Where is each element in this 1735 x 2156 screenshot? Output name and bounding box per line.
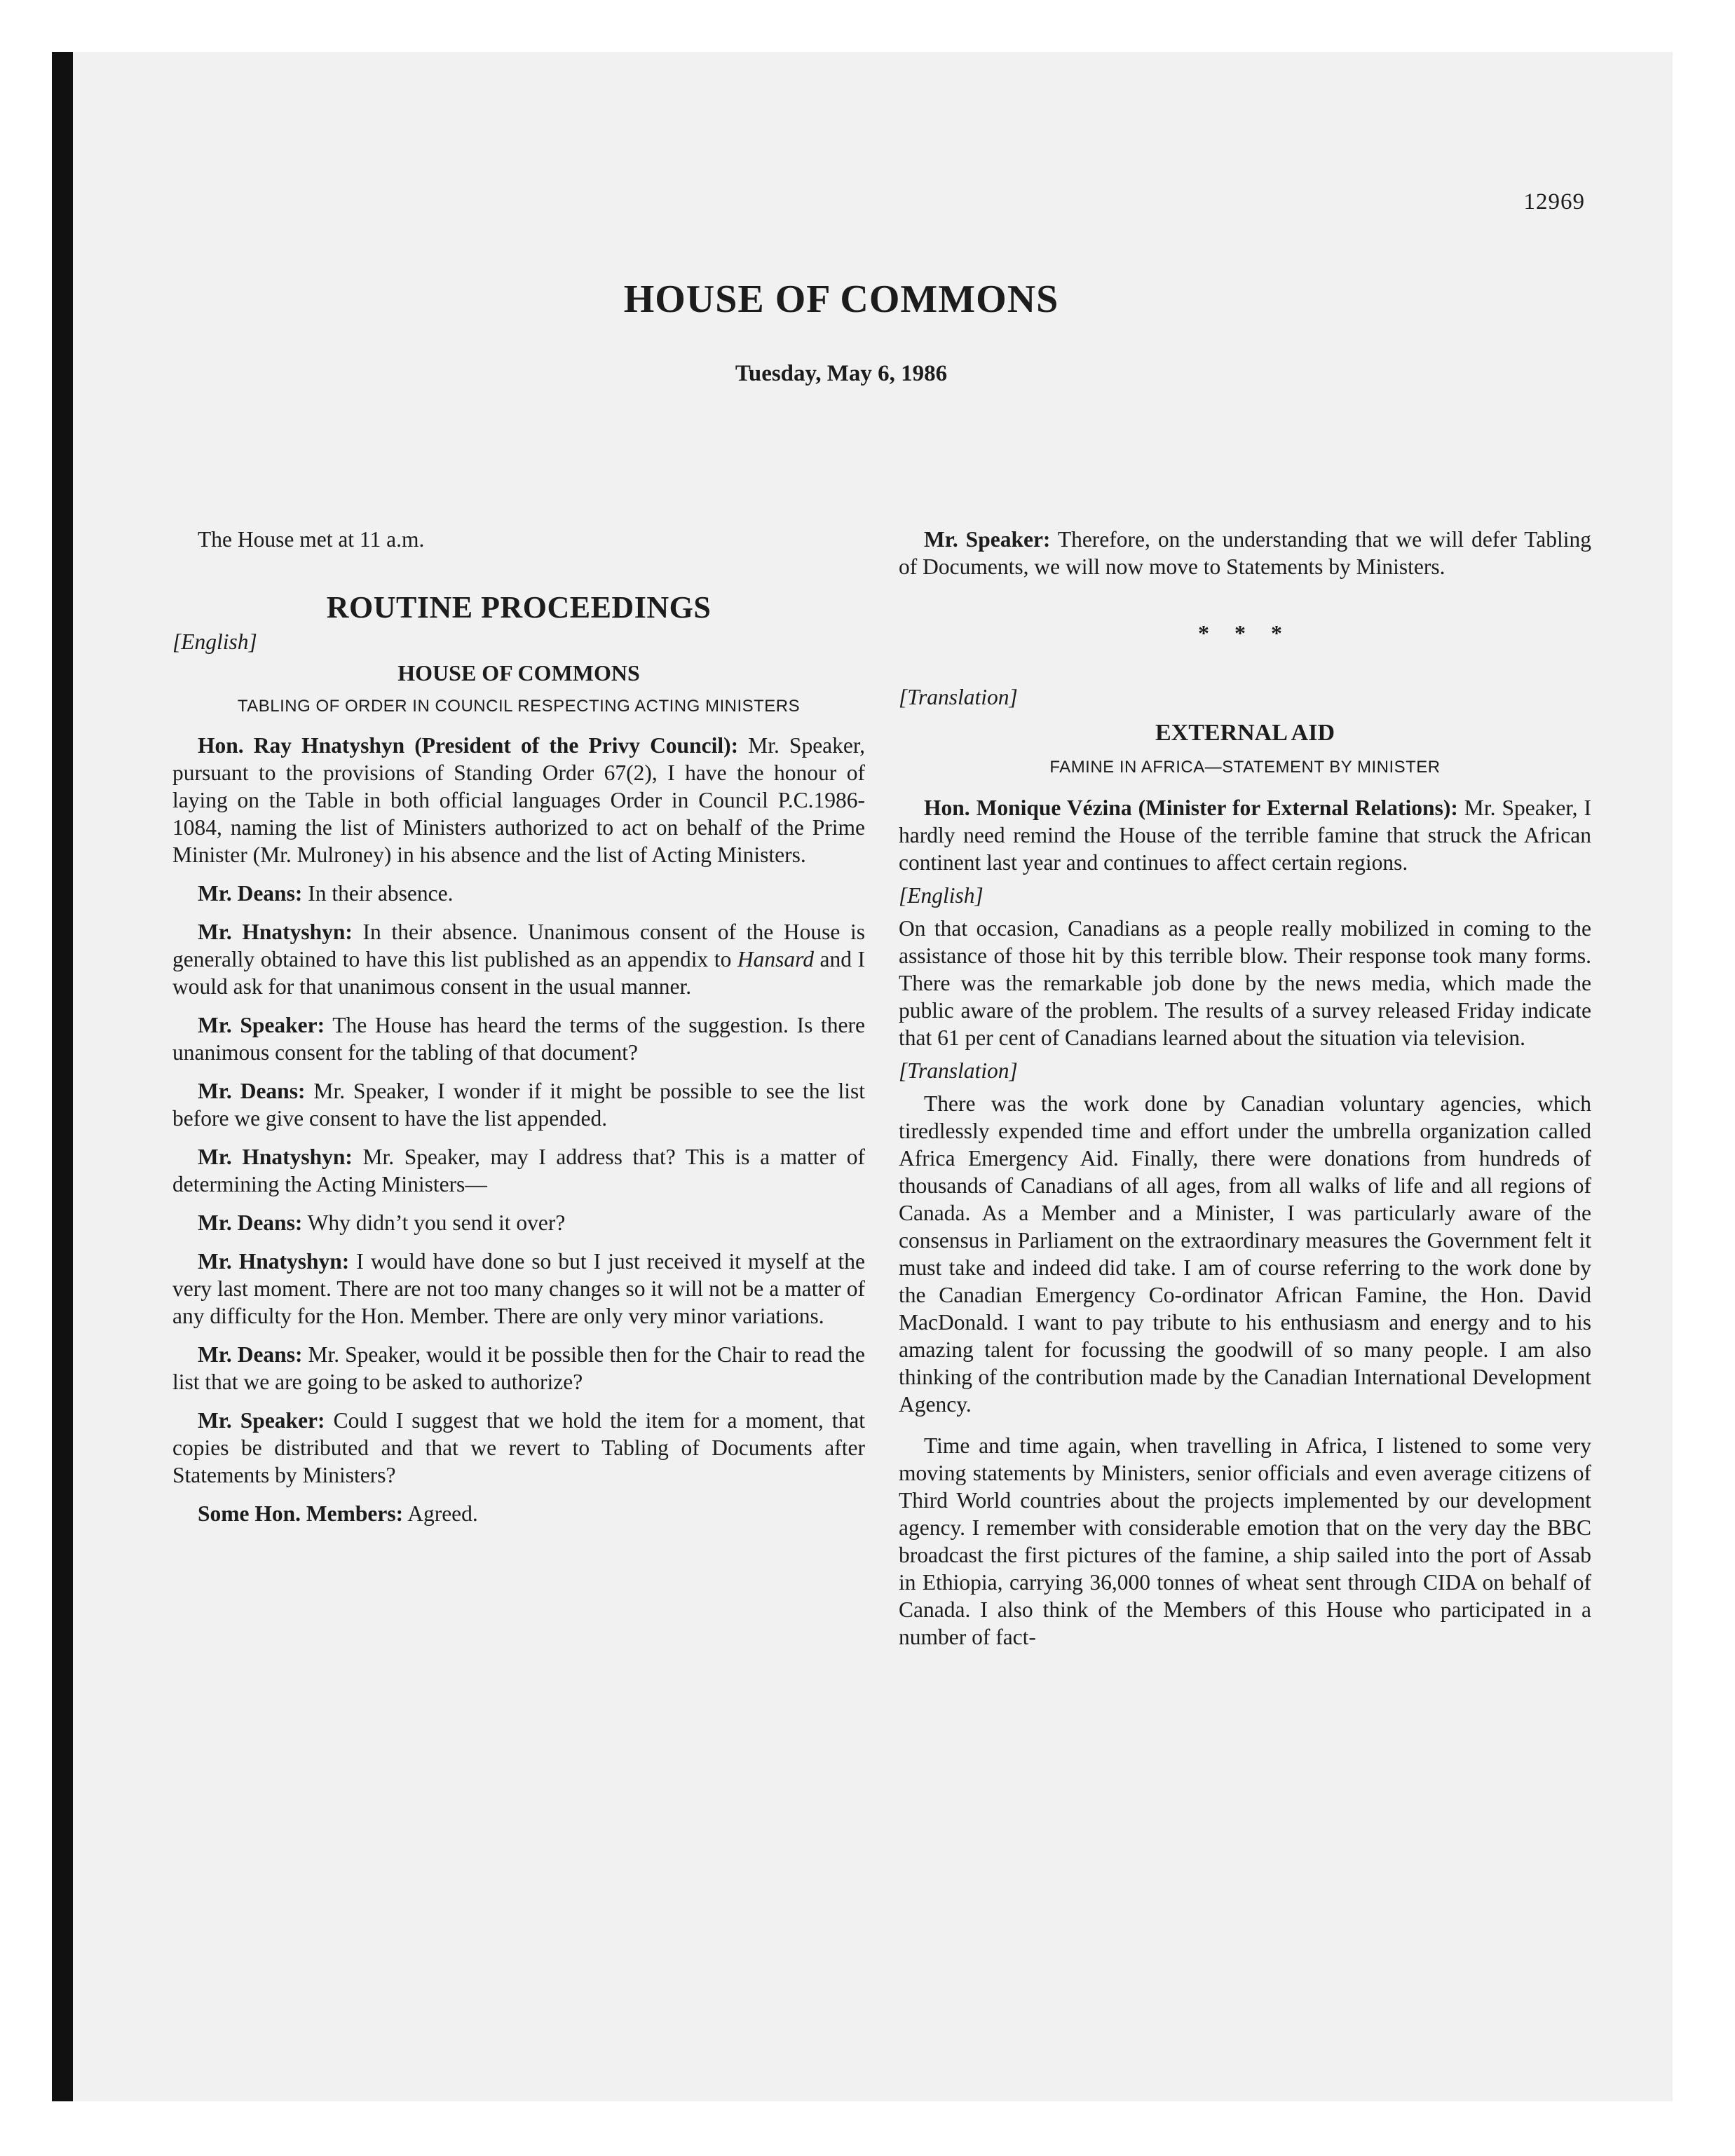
speaker-name: Hon. Monique Vézina (Minister for External Relations): xyxy=(924,796,1458,820)
sitting-date: Tuesday, May 6, 1986 xyxy=(735,361,948,386)
italic-title: Hansard xyxy=(737,947,814,971)
subheading-tabling-order: TABLING OF ORDER IN COUNCIL RESPECTING ACTING MINISTERS xyxy=(237,697,801,716)
language-tag: [English] xyxy=(172,629,257,654)
page-number: 12969 xyxy=(1523,189,1585,214)
speaker-name: Hon. Ray Hnatyshyn (President of the Privy Council): xyxy=(198,733,739,758)
language-tag: [Translation] xyxy=(899,1058,1018,1083)
speaker-name: Mr. Hnatyshyn: xyxy=(198,1249,350,1274)
section-separator: * * * xyxy=(1198,620,1292,646)
paragraph xyxy=(899,526,1591,580)
section-heading-external-aid: EXTERNAL AID xyxy=(1155,720,1335,746)
language-tag: [Translation] xyxy=(899,685,1018,709)
speech-text: The House has heard the terms of the suggestion. Is there unanimous consent for the tabling of that document? xyxy=(172,1013,865,1065)
language-tag: [English] xyxy=(899,883,984,908)
paragraph xyxy=(172,1500,865,1527)
speech-text: and I would ask for that unanimous consent in the usual manner. xyxy=(172,947,865,999)
speaker-name: Some Hon. Members: xyxy=(198,1501,404,1526)
paragraph xyxy=(172,732,865,868)
paragraph xyxy=(172,1341,865,1396)
page-title: HOUSE OF COMMONS xyxy=(623,278,1059,321)
paragraph: There was the work done by Canadian voluntary agencies, which tiredlessly expended time and effort under the umbrella organization called Africa Emergency Aid. Finally, there were donations from hundreds of thousands of Canadians of all ages, from all walks of life and all regions of Canada. As a Member and a Minister, I was particularly aware of the consensus in Parliament on the extraordinary measures the Government felt it must take and indeed did take. I am of course referring to the work done by the Canadian Emergency Co-ordinator African Famine, the Hon. David MacDonald. I want to pay tribute to his enthusiasm and energy and to his amazing talent for focussing the goodwill of so many people. I am also thinking of the contribution made by the Canadian International Development Agency. xyxy=(899,1091,1591,1417)
section-heading-routine-proceedings: ROUTINE PROCEEDINGS xyxy=(326,590,712,625)
speaker-name: Mr. Speaker: xyxy=(198,1013,325,1037)
speech-text: Mr. Speaker, would it be possible then for the Chair to read the list that we are going to be asked to authorize? xyxy=(172,1342,865,1394)
right-column xyxy=(899,526,1591,1651)
paragraph xyxy=(172,918,865,1000)
speech-text: Mr. Speaker, I wonder if it might be possible to see the list before we give consent to have the list appended. xyxy=(172,1079,865,1131)
speaker-name: Mr. Hnatyshyn: xyxy=(198,920,353,944)
paragraph xyxy=(172,1248,865,1330)
speech-text: Mr. Speaker, pursuant to the provisions of Standing Order 67(2), I have the honour of laying on the Table in both official languages Order in Council P.C.1986-1084, naming the list of Ministers authorized to act on behalf of the Prime Minister (Mr. Mulroney) in his absence and the list of Acting Ministers. xyxy=(172,733,865,867)
speech-text: I would have done so but I just received it myself at the very last moment. There are not too many changes so it will not be a matter of any difficulty for the Hon. Member. There are only very minor variations. xyxy=(172,1249,865,1328)
paragraph xyxy=(172,1143,865,1198)
paragraph xyxy=(172,1077,865,1132)
speaker-name: Mr. Deans: xyxy=(198,1210,303,1235)
paragraph xyxy=(172,1011,865,1066)
speech-text: Therefore, on the understanding that we will defer Tabling of Documents, we will now move to Statements by Ministers. xyxy=(899,527,1591,579)
speaker-name: Mr. Deans: xyxy=(198,881,303,906)
binding-edge xyxy=(52,52,73,2101)
subheading-famine-statement: FAMINE IN AFRICA—STATEMENT BY MINISTER xyxy=(1049,758,1441,777)
speech-text: In their absence. xyxy=(302,881,454,906)
speaker-name: Mr. Deans: xyxy=(198,1079,306,1103)
speech-text: Mr. Speaker, may I address that? This is a matter of determining the Acting Ministers— xyxy=(172,1145,865,1196)
speech-text: Mr. Speaker, I hardly need remind the House of the terrible famine that struck the African continent last year and continues to affect certain regions. xyxy=(899,796,1591,875)
paragraph: Time and time again, when travelling in Africa, I listened to some very moving statements by Ministers, senior officials and even average citizens of Third World countries about the projects implemented by our development agency. I remember with considerable emotion that on the very day the BBC broadcast the first pictures of the famine, a ship sailed into the port of Assab in Ethiopia, carrying 36,000 tonnes of wheat sent through CIDA on behalf of Canada. I also think of the Members of this House who participated in a number of fact- xyxy=(899,1433,1591,1649)
speech-text: Agreed. xyxy=(403,1501,478,1526)
speech-text: In their absence. Unanimous consent of the House is generally obtained to have this list published as an appendix to xyxy=(172,920,865,971)
speaker-name: Mr. Hnatyshyn: xyxy=(198,1145,353,1169)
speaker-name: Mr. Speaker: xyxy=(198,1408,325,1433)
speech-text: Could I suggest that we hold the item for a moment, that copies be distributed and that we revert to Tabling of Documents after Statements by Ministers? xyxy=(172,1408,866,1487)
paragraph xyxy=(172,880,865,907)
paragraph xyxy=(172,1209,865,1236)
paragraph: On that occasion, Canadians as a people really mobilized in coming to the assistance of those hit by this terrible blow. Their response took many forms. There was the remarkable job done by the news media, which made the public aware of the problem. The results of a survey released Friday indicate that 61 per cent of Canadians learned about the situation via television. xyxy=(899,916,1591,1050)
left-column xyxy=(172,526,865,1527)
opening-line: The House met at 11 a.m. xyxy=(198,527,425,552)
paragraph xyxy=(172,1407,865,1489)
speaker-name: Mr. Speaker: xyxy=(924,527,1051,552)
subsection-heading: HOUSE OF COMMONS xyxy=(397,660,640,685)
paragraph xyxy=(899,794,1591,876)
speaker-name: Mr. Deans: xyxy=(198,1342,303,1367)
speech-text: Why didn’t you send it over? xyxy=(302,1210,566,1235)
